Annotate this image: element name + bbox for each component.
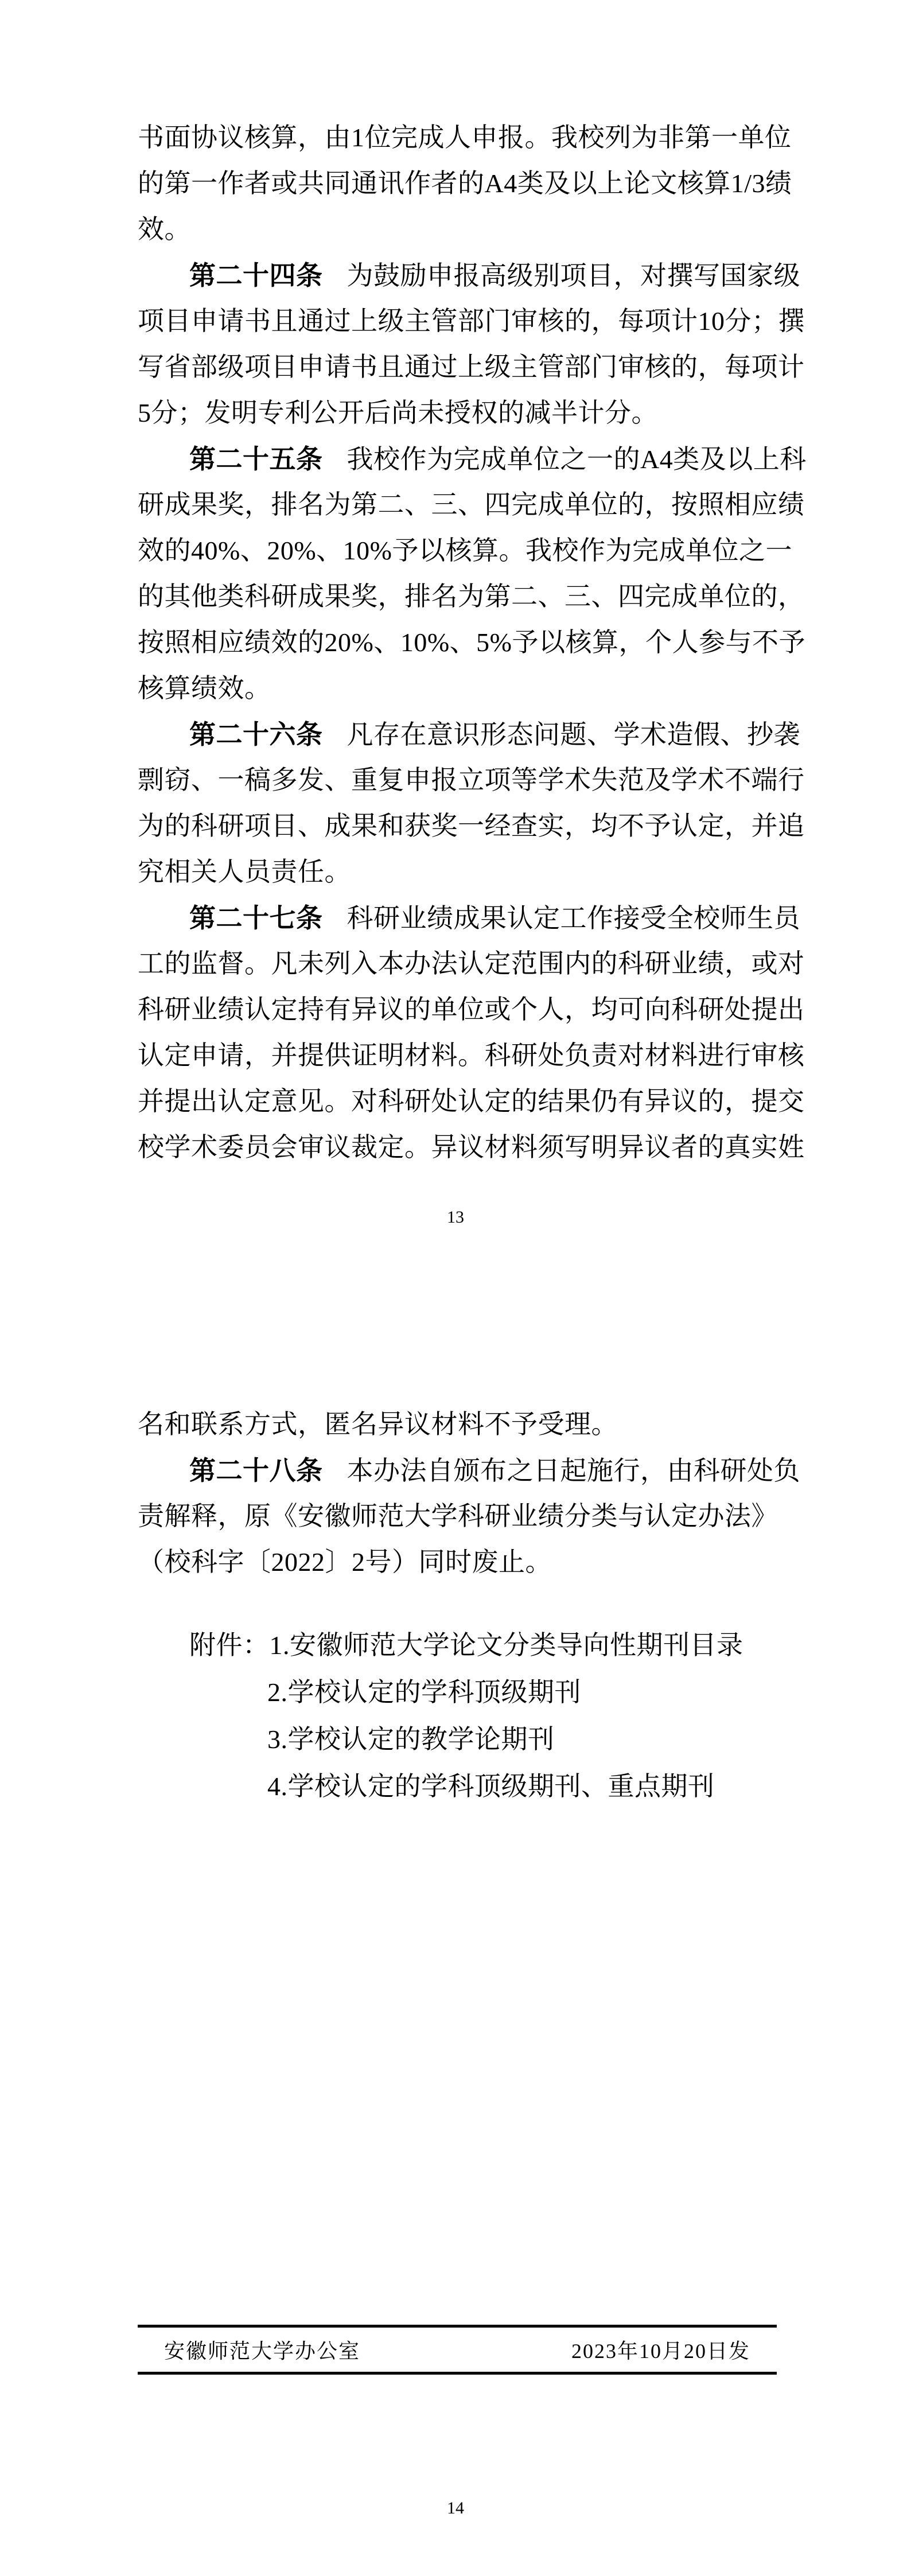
text-line: 科研业绩认定持有异议的单位或个人，均可向科研处提出: [138, 995, 805, 1024]
text-line-article-25: [138, 436, 807, 482]
text-line: 责解释，原《安徽师范大学科研业绩分类与认定办法》: [138, 1501, 778, 1531]
text-line-article-28: [138, 1447, 800, 1493]
attachments-label: 附件：: [189, 1631, 270, 1660]
text-line: 究相关人员责任。: [138, 857, 351, 886]
attachment-item-4: 4.学校认定的学科顶级期刊、重点期刊: [267, 1772, 715, 1801]
page-number-13: 13: [447, 1208, 464, 1227]
text-line: 写省部级项目申请书且通过上级主管部门审核的，每项计: [138, 352, 805, 382]
text-line: 为的科研项目、成果和获奖一经查实，均不予认定，并追: [138, 811, 805, 840]
attachment-item-2: 2.学校认定的学科顶级期刊: [267, 1678, 581, 1707]
text-line: 5分；发明专利公开后尚未授权的减半计分。: [138, 398, 658, 427]
text-line: 效的40%、20%、10%予以核算。我校作为完成单位之一: [138, 536, 792, 565]
text-line: 剽窃、一稿多发、重复申报立项等学术失范及学术不端行: [138, 765, 805, 795]
text-line-article-24: [138, 252, 800, 298]
article-28-heading: 第二十八条: [189, 1456, 323, 1485]
text-line: 按照相应绩效的20%、10%、5%予以核算，个人参与不予: [138, 628, 805, 657]
article-27-heading: 第二十七条: [189, 903, 323, 933]
page1-text-column: [138, 115, 807, 1170]
article-25-heading: 第二十五条: [189, 444, 323, 474]
text-span: 我校作为完成单位之一的A4类及以上科: [347, 445, 807, 474]
text-line: （校科字〔2022〕2号）同时废止。: [138, 1547, 552, 1577]
text-line-article-26: [138, 711, 800, 757]
text-line: 的第一作者或共同通讯作者的A4类及以上论文核算1/3绩: [138, 169, 792, 198]
text-span: 凡存在意识形态问题、学术造假、抄袭: [347, 720, 800, 749]
article-26-heading: 第二十六条: [189, 719, 323, 749]
page2-text-column: [138, 1402, 800, 1585]
text-line: 并提出认定意见。对科研处认定的结果仍有异议的，提交: [138, 1087, 805, 1116]
text-line: 认定申请，并提供证明材料。科研处负责对材料进行审核: [138, 1041, 805, 1070]
text-line: 校学术委员会审议裁定。异议材料须写明异议者的真实姓: [138, 1133, 805, 1162]
text-span: 科研业绩成果认定工作接受全校师生员: [347, 904, 800, 933]
text-span: 为鼓励申报高级别项目，对撰写国家级: [347, 261, 800, 290]
text-line: 研成果奖，排名为第二、三、四完成单位的，按照相应绩: [138, 490, 805, 519]
article-24-heading: 第二十四条: [189, 260, 323, 290]
text-line: 项目申请书且通过上级主管部门审核的，每项计10分；撰: [138, 306, 805, 336]
footer-issue-date: 2023年10月20日发: [571, 2340, 750, 2363]
attachment-item-3: 3.学校认定的教学论期刊: [267, 1725, 555, 1754]
text-line: 名和联系方式，匿名异议材料不予受理。: [138, 1410, 618, 1439]
attachment-item-text: 1.安徽师范大学论文分类导向性期刊目录: [269, 1631, 743, 1660]
text-line-article-27: [138, 895, 800, 941]
text-line: 的其他类科研成果奖，排名为第二、三、四完成单位的，: [138, 582, 805, 611]
text-line: 效。: [138, 215, 191, 244]
page-number-14: 14: [447, 2499, 464, 2517]
footer-rule-bottom: [138, 2372, 777, 2375]
issuance-footer: [138, 2328, 777, 2372]
attachment-item-1: [138, 1622, 777, 1669]
text-span: 本办法自颁布之日起施行，由科研处负: [347, 1456, 800, 1485]
attachments-list: [138, 1622, 777, 1810]
text-line: 书面协议核算，由1位完成人申报。我校列为非第一单位: [138, 123, 792, 152]
text-line: 核算绩效。: [138, 674, 271, 703]
footer-issuer: 安徽师范大学办公室: [164, 2340, 361, 2363]
text-line: 工的监督。凡未列入本办法认定范围内的科研业绩，或对: [138, 949, 805, 978]
